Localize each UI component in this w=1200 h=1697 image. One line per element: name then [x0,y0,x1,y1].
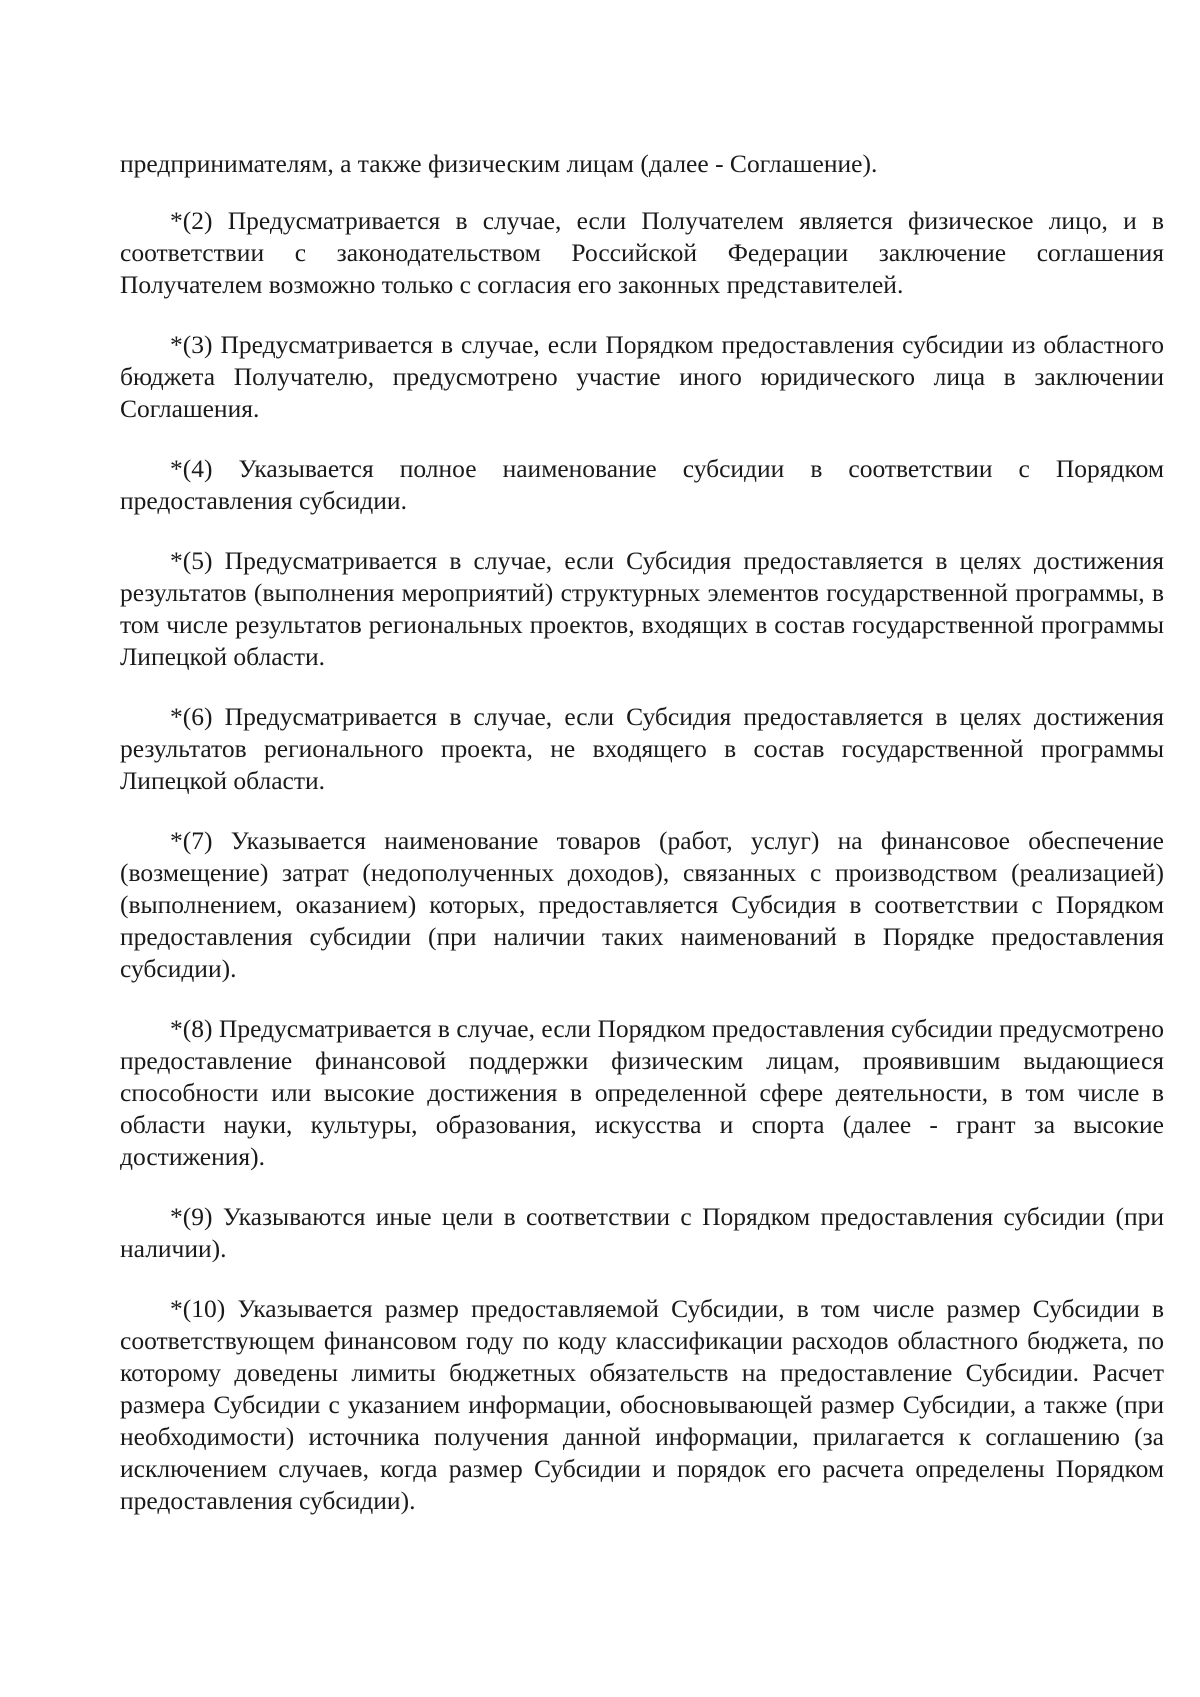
footnote-6: *(6) Предусматривается в случае, если Субсидия предоставляется в целях достижения результатов регионального проекта, не входящего в состав государственной программы Липецкой области. [120,702,1164,795]
footnote-5: *(5) Предусматривается в случае, если Субсидия предоставляется в целях достижения результатов (выполнения мероприятий) структурных элементов государственной программы, в том числе результатов региональных проектов, входящих в состав государственной программы Липецкой области. [120,546,1164,671]
footnote-8: *(8) Предусматривается в случае, если Порядком предоставления субсидии предусмотрено предоставление финансовой поддержки физическим лицам, проявившим выдающиеся способности или высокие достижения в определенной сфере деятельности, в том числе в области науки, культуры, образования, искусства и спорта (далее - грант за высокие достижения). [120,1014,1164,1171]
footnote-7: *(7) Указывается наименование товаров (работ, услуг) на финансовое обеспечение (возмещение) затрат (недополученных доходов), связанных с производством (реализацией) (выполнением, оказанием) которых, предоставляется Субсидия в соответствии с Порядком предоставления субсидии (при наличии таких наименований в Порядке предоставления субсидии). [120,826,1164,983]
footnote-9: *(9) Указываются иные цели в соответствии с Порядком предоставления субсидии (при наличии). [120,1202,1164,1263]
document-body [120,148,1164,1517]
footnote-4: *(4) Указывается полное наименование субсидии в соответствии с Порядком предоставления субсидии. [120,454,1164,515]
footnote-2: *(2) Предусматривается в случае, если Получателем является физическое лицо, и в соответствии с законодательством Российской Федерации заключение соглашения Получателем возможно только с согласия его законных представителей. [120,206,1164,299]
footnote-3: *(3) Предусматривается в случае, если Порядком предоставления субсидии из областного бюджета Получателю, предусмотрено участие иного юридического лица в заключении Соглашения. [120,330,1164,423]
footnote-10: *(10) Указывается размер предоставляемой Субсидии, в том числе размер Субсидии в соответствующем финансовом году по коду классификации расходов областного бюджета, по которому доведены лимиты бюджетных обязательств на предоставление Субсидии. Расчет размера Субсидии с указанием информации, обосновывающей размер Субсидии, а также (при необходимости) источника получения данной информации, прилагается к соглашению (за исключением случаев, когда размер Субсидии и порядок его расчета определены Порядком предоставления субсидии). [120,1294,1164,1515]
paragraph-continuation: предпринимателям, а также физическим лицам (далее - Соглашение). [120,149,878,178]
